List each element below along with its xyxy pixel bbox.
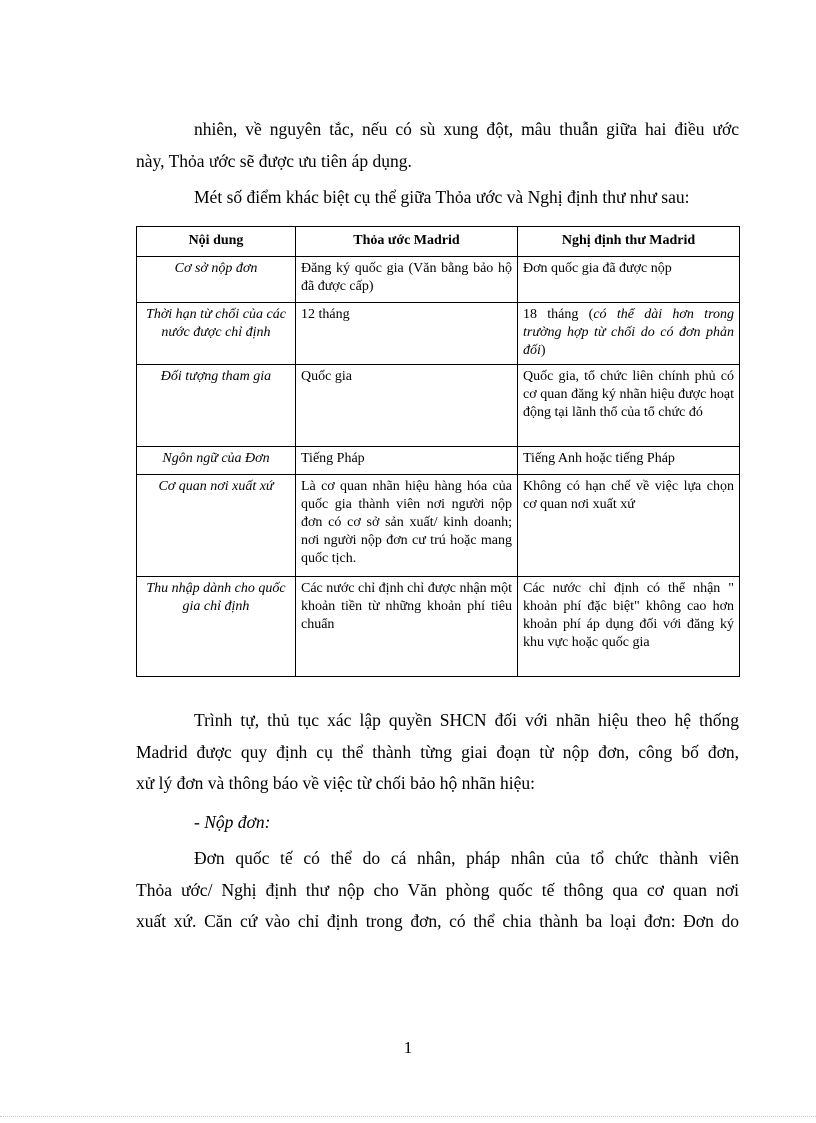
row-topic: Ngôn ngữ của Đơn: [137, 447, 296, 475]
protocol-cell: Không có hạn chế về việc lựa chọn cơ quan nơi xuất xứ: [518, 475, 740, 577]
page-number: 1: [403, 1038, 413, 1057]
protocol-cell: Quốc gia, tổ chức liên chính phủ có cơ quan đăng ký nhãn hiệu được hoạt động tại lãnh thổ của tổ chức đó: [518, 365, 740, 447]
section-heading: - Nộp đơn:: [194, 812, 271, 832]
column-header: Nghị định thư Madrid: [518, 227, 740, 257]
text-line: Mét số điểm khác biệt cụ thể giữa Thỏa ước và Nghị định thư như sau:: [194, 187, 690, 207]
text-line: Trình tự, thủ tục xác lập quyền SHCN đối với nhãn hiệu theo hệ thống: [194, 710, 739, 730]
column-header: Thỏa ước Madrid: [296, 227, 518, 257]
agreement-cell: 12 tháng: [296, 303, 518, 365]
row-topic: Thời hạn từ chối của các nước được chỉ định: [137, 303, 296, 365]
text-line: Thỏa ước/ Nghị định thư nộp cho Văn phòng quốc tế thông qua cơ quan nơi: [136, 879, 739, 900]
paragraph-heading-filing: [136, 807, 739, 839]
comparison-table: [136, 226, 740, 677]
table-row: [137, 577, 740, 677]
row-topic: Thu nhập dành cho quốc gia chỉ định: [137, 577, 296, 677]
protocol-note: có thể dài hơn trong trường hợp từ chối do có đơn phản đối: [523, 307, 734, 358]
paragraph-intro: [136, 114, 739, 177]
protocol-tail: ): [540, 343, 546, 358]
text-line: Đơn quốc tế có thể do cá nhân, pháp nhân của tổ chức thành viên: [194, 848, 739, 868]
protocol-cell: Tiếng Anh hoặc tiếng Pháp: [518, 447, 740, 475]
text-line: nhiên, về nguyên tắc, nếu có sù xung đột, mâu thuẫn giữa hai điều ước: [194, 119, 739, 139]
protocol-cell: [518, 303, 740, 365]
protocol-cell: Đơn quốc gia đã được nộp: [518, 257, 740, 303]
row-topic: Đối tượng tham gia: [137, 365, 296, 447]
protocol-cell: Các nước chỉ định có thể nhận " khoản phí đặc biệt" không cao hơn khoản phí áp dụng đối với đăng ký khu vực hoặc quốc gia: [518, 577, 740, 677]
agreement-cell: Là cơ quan nhãn hiệu hàng hóa của quốc gia thành viên nơi người nộp đơn có cơ sở sản xuất/ kinh doanh; nơi người nộp đơn cư trú hoặc mang quốc tịch.: [296, 475, 518, 577]
protocol-text: 18 tháng (: [523, 307, 594, 322]
agreement-cell: Đăng ký quốc gia (Văn bằng bảo hộ đã được cấp): [296, 257, 518, 303]
table-header-row: [137, 227, 740, 257]
table-row: [137, 365, 740, 447]
agreement-cell: Quốc gia: [296, 365, 518, 447]
page-bottom-border: [0, 1116, 816, 1117]
table-row: [137, 257, 740, 303]
column-header: Nội dung: [137, 227, 296, 257]
row-topic: Cơ sở nộp đơn: [137, 257, 296, 303]
paragraph-procedure: [136, 705, 739, 800]
text-line: Madrid được quy định cụ thể thành từng giai đoạn từ nộp đơn, công bố đơn,: [136, 741, 739, 762]
row-topic: Cơ quan nơi xuất xứ: [137, 475, 296, 577]
agreement-cell: Các nước chỉ định chỉ được nhận một khoản tiền từ những khoản phí tiêu chuẩn: [296, 577, 518, 677]
table-row: [137, 447, 740, 475]
table-row: [137, 303, 740, 365]
paragraph-table-lead: [136, 182, 739, 214]
text-line: xuất xứ. Căn cứ vào chỉ định trong đơn, có thể chia thành ba loại đơn: Đơn do: [136, 911, 739, 931]
text-line: này, Thỏa ước sẽ được ưu tiên áp dụng.: [136, 150, 412, 171]
text-line: xử lý đơn và thông báo về việc từ chối bảo hộ nhãn hiệu:: [136, 773, 536, 793]
agreement-cell: Tiếng Pháp: [296, 447, 518, 475]
table-row: [137, 475, 740, 577]
paragraph-filing: [136, 843, 739, 938]
